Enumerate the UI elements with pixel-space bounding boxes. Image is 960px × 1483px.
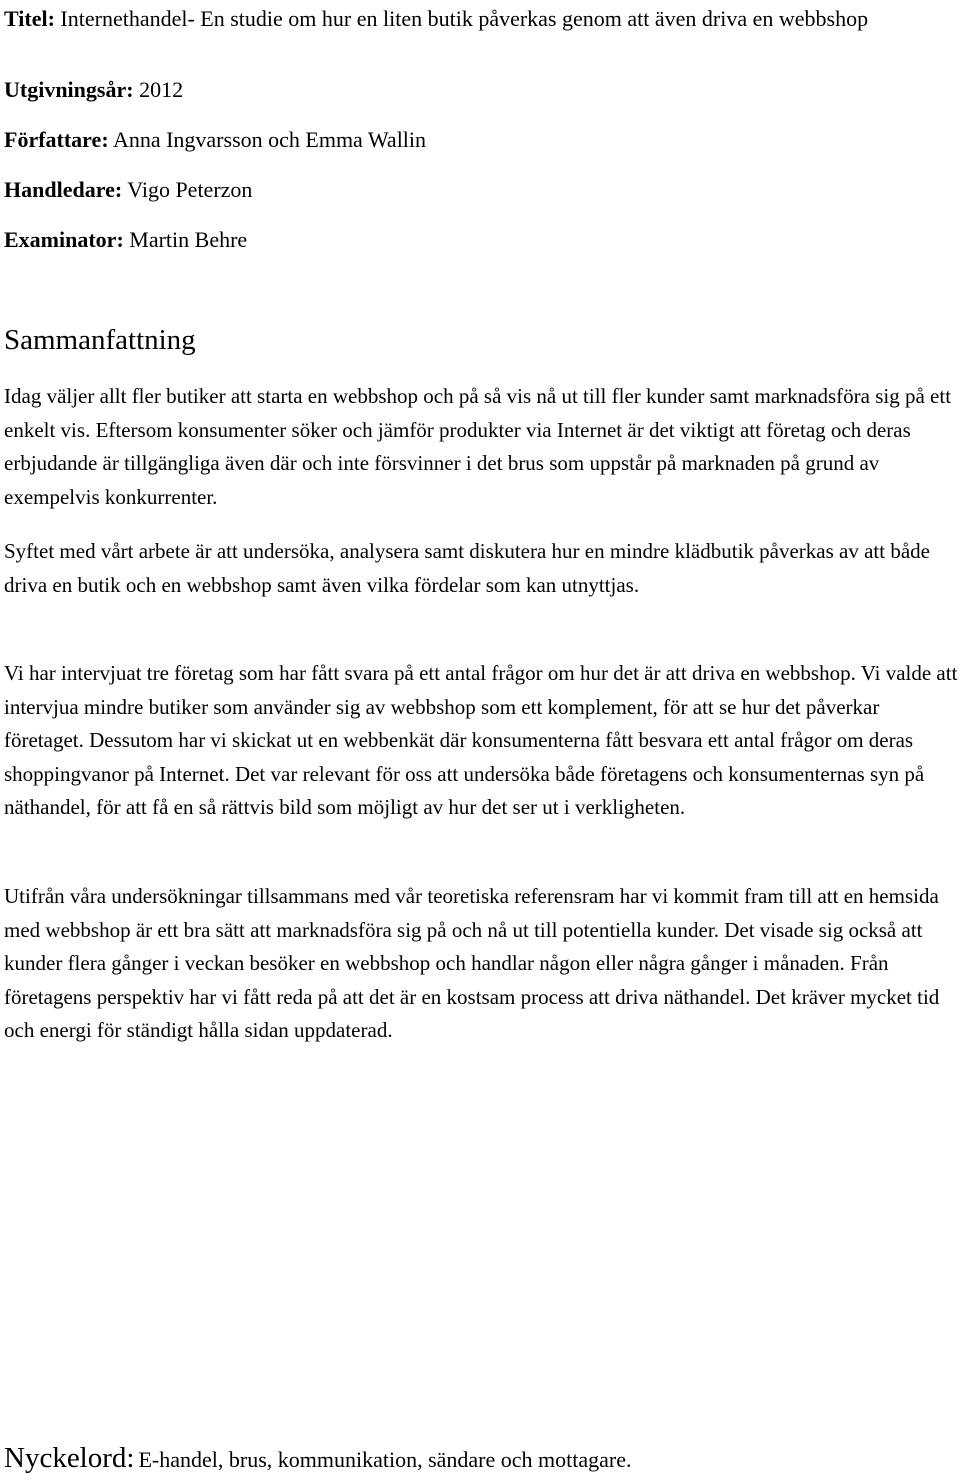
summary-paragraph: Utifrån våra undersökningar tillsammans med vår teoretiska referensram har vi kommit fram till att en hemsida med webbshop är ett bra sätt att marknadsföra sig på och nå ut till potentiella kunder. Det visade sig också att kunder flera gånger i veckan besöker en webbshop och handlar någon eller några gånger i månaden. Från företagens perspektiv har vi fått reda på att det är en kostsam process att driva näthandel. Det kräver mycket tid och energi för ständigt hålla sidan uppdaterad. [4, 884, 940, 1043]
summary-paragraph: Idag väljer allt fler butiker att starta en webbshop och på så vis nå ut till fler kunder samt marknadsföra sig på ett enkelt vis. Eftersom konsumenter söker och jämför produkter via Internet är det viktigt att företag och deras erbjudande är tillgängliga även där och inte försvinner i det brus som uppstår på marknaden på grund av exempelvis konkurrenter. [4, 384, 952, 509]
title-line [4, 2, 949, 36]
keywords-value: E-handel, brus, kommunikation, sändare och mottagare. [138, 1447, 632, 1472]
title-value: Internethandel- En studie om hur en liten butik påverkas genom att även driva en webbshop [60, 6, 869, 31]
supervisor-value: Vigo Peterzon [127, 177, 253, 202]
authors-line [4, 123, 949, 157]
authors-value: Anna Ingvarsson och Emma Wallin [112, 127, 427, 152]
examiner-label: Examinator: [4, 227, 124, 252]
keywords-line [4, 1438, 632, 1483]
keywords-label: Nyckelord: [4, 1442, 135, 1474]
examiner-value: Martin Behre [129, 227, 248, 252]
year-line [4, 73, 949, 107]
summary-paragraph: Vi har intervjuat tre företag som har fått svara på ett antal frågor om hur det är att driva en webbshop. Vi valde att intervjua mindre butiker som använder sig av webbshop som ett komplement, för att se hur det påverkar företaget. Dessutom har vi skickat ut en webbenkät där konsumenterna fått besvara ett antal frågor om deras shoppingvanor på Internet. Det var relevant för oss att undersöka både företagens och konsumenternas syn på näthandel, för att få en så rättvis bild som möjligt av hur det ser ut i verkligheten. [4, 661, 958, 820]
summary-heading: Sammanfattning [4, 324, 196, 356]
supervisor-line [4, 173, 949, 207]
authors-label: Författare: [4, 127, 109, 152]
year-label: Utgivningsår: [4, 77, 134, 102]
title-label: Titel: [4, 6, 55, 31]
examiner-line [4, 223, 949, 257]
year-value: 2012 [139, 77, 184, 102]
summary-paragraph: Syftet med vårt arbete är att undersöka, analysera samt diskutera hur en mindre klädbutik påverkas av att både driva en butik och en webbshop samt även vilka fördelar som kan utnyttjas. [4, 539, 930, 597]
supervisor-label: Handledare: [4, 177, 123, 202]
